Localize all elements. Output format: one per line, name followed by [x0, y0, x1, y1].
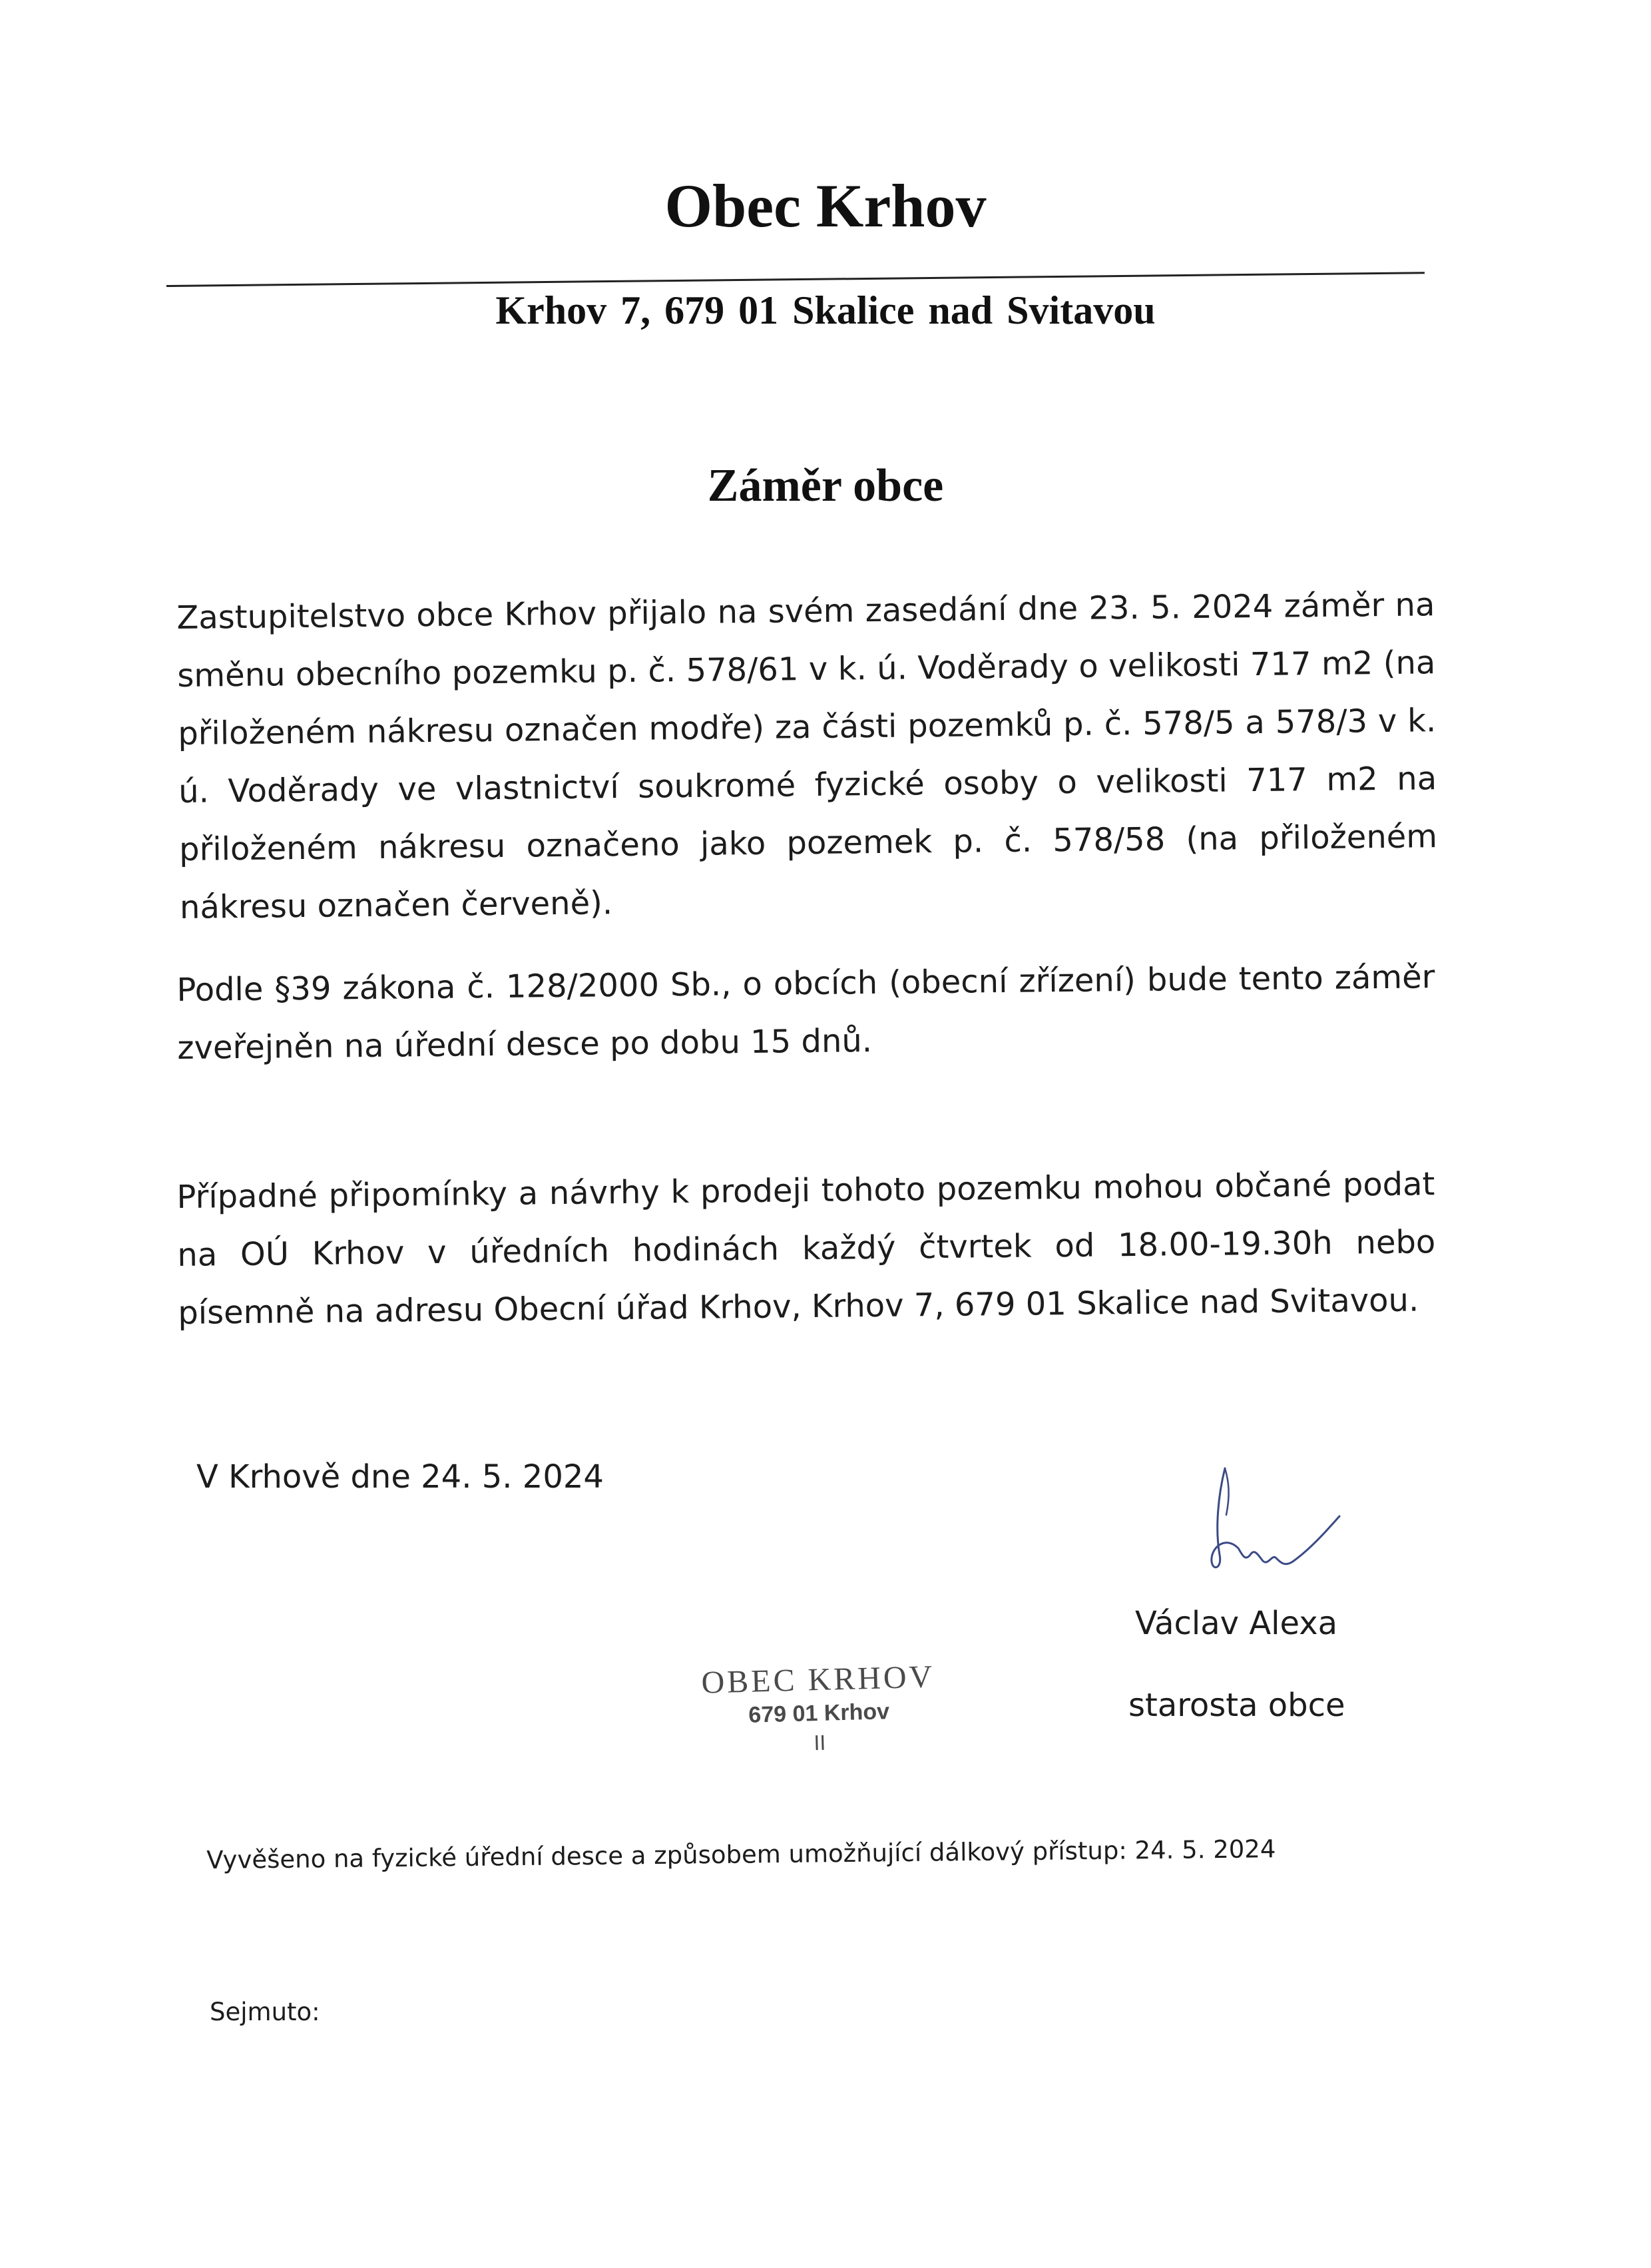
handwritten-signature: [1178, 1455, 1351, 1588]
signer-name: Václav Alexa: [1135, 1605, 1338, 1642]
place-date: V Krhově dne 24. 5. 2024: [196, 1458, 604, 1496]
header-divider: [166, 272, 1425, 287]
municipality-address: Krhov 7, 679 01 Skalice nad Svitavou: [495, 288, 1156, 332]
removed-note: Sejmuto:: [210, 1998, 320, 2026]
official-stamp: [684, 1658, 953, 1759]
signer-role: starosta obce: [1128, 1687, 1345, 1724]
paragraph-intent: Zastupitelstvo obce Krhov přijalo na svém zasedání dne 23. 5. 2024 záměr na směnu obecního pozemku p. č. 578/61 v k. ú. Voděrady o velikosti 717 m2 (na přiloženém nákresu označen modře) za části pozemků p. č. 578/5 a 578/3 v k. ú. Voděrady ve vlastnictví soukromé fyzické osoby o velikosti 717 m2 na přiloženém nákresu označeno jako pozemek p. č. 578/58 (na přiloženém nákresu označen červeně).: [176, 586, 1438, 926]
stamp-mark: II: [813, 1730, 826, 1755]
document-heading: Záměr obce: [707, 460, 944, 511]
stamp-city: 679 01 Krhov: [748, 1699, 890, 1728]
paragraph-comments: Případné připomínky a návrhy k prodeji tohoto pozemku mohou občané podat na OÚ Krhov v úředních hodinách každý čtvrtek od 18.00-19.30h nebo písemně na adresu Obecní úřad Krhov, Krhov 7, 679 01 Skalice nad Svitavou.: [176, 1165, 1436, 1332]
paragraph-legal-basis: Podle §39 zákona č. 128/2000 Sb., o obcích (obecní zřízení) bude tento záměr zveřejněn na úřední desce po dobu 15 dnů.: [176, 958, 1435, 1067]
posted-note: Vyvěšeno na fyzické úřední desce a způsobem umožňující dálkový přístup: 24. 5. 2024: [206, 1835, 1276, 1874]
stamp-name: OBEC KRHOV: [700, 1659, 935, 1701]
municipality-title: Obec Krhov: [664, 172, 987, 240]
